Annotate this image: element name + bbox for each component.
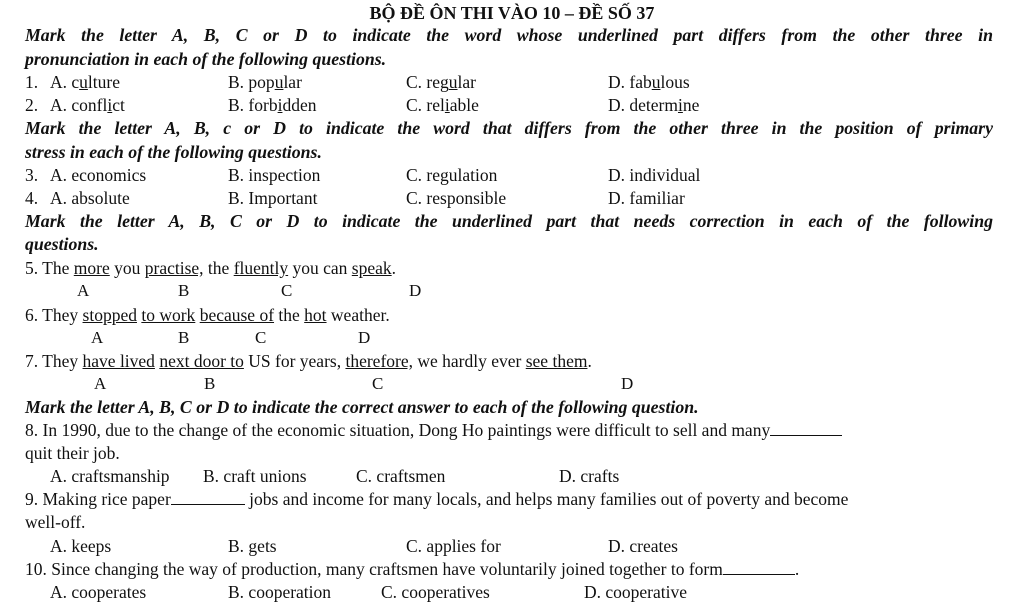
- option-b[interactable]: B. Important: [228, 188, 318, 208]
- option-label-d[interactable]: D: [409, 281, 422, 300]
- option-label-b[interactable]: B: [178, 281, 190, 300]
- option-c[interactable]: C. applies for: [406, 536, 501, 556]
- option-b[interactable]: B. forbidden: [228, 95, 317, 115]
- instruction-correction: Mark the letter A, B, C or D to indicate the underlined part that needs correction in each of the following: [25, 211, 993, 231]
- option-label-d[interactable]: D: [621, 374, 634, 393]
- option-d[interactable]: D. individual: [608, 165, 701, 185]
- option-label-d[interactable]: D: [358, 328, 371, 347]
- question-number: 1.: [25, 72, 39, 92]
- option-label-c[interactable]: C: [281, 281, 293, 300]
- option-c[interactable]: C. regulation: [406, 165, 498, 185]
- option-b[interactable]: B. gets: [228, 536, 277, 556]
- option-label-c[interactable]: C: [255, 328, 267, 347]
- question-number: 3.: [25, 165, 39, 185]
- question-text: 6. They stopped to work because of the hot weather.: [25, 305, 390, 325]
- option-d[interactable]: D. determine: [608, 95, 700, 115]
- question-text: 9. Making rice paper jobs and income for many locals, and helps many families out of poverty and become: [25, 489, 849, 509]
- option-label-b[interactable]: B: [178, 328, 190, 347]
- option-label-a[interactable]: A: [91, 328, 104, 347]
- option-label-c[interactable]: C: [372, 374, 384, 393]
- option-a[interactable]: A. culture: [50, 72, 120, 92]
- option-b[interactable]: B. cooperation: [228, 582, 332, 602]
- option-a[interactable]: A. craftsmanship: [50, 466, 170, 486]
- question-text: 7. They have lived next door to US for years, therefore, we hardly ever see them.: [25, 351, 592, 371]
- page-title: BỘ ĐỀ ÔN THI VÀO 10 – ĐỀ SỐ 37: [369, 3, 655, 23]
- option-d[interactable]: D. cooperative: [584, 582, 688, 602]
- answer-blank[interactable]: [171, 489, 245, 505]
- option-label-a[interactable]: A: [94, 374, 107, 393]
- option-c[interactable]: C. regular: [406, 72, 476, 92]
- option-b[interactable]: B. popular: [228, 72, 302, 92]
- option-d[interactable]: D. creates: [608, 536, 678, 556]
- option-d[interactable]: D. familiar: [608, 188, 685, 208]
- option-d[interactable]: D. crafts: [559, 466, 620, 486]
- option-label-b[interactable]: B: [204, 374, 216, 393]
- question-text: 8. In 1990, due to the change of the economic situation, Dong Ho paintings were difficult to sell and many: [25, 420, 993, 441]
- option-a[interactable]: A. keeps: [50, 536, 112, 556]
- option-b[interactable]: B. craft unions: [203, 466, 307, 486]
- question-number: 2.: [25, 95, 39, 115]
- instruction-correct-answer: Mark the letter A, B, C or D to indicate the correct answer to each of the following question.: [25, 397, 699, 417]
- question-text: 5. The more you practise, the fluently you can speak.: [25, 258, 397, 278]
- option-a[interactable]: A. economics: [50, 165, 147, 185]
- option-a[interactable]: A. cooperates: [50, 582, 147, 602]
- question-number: 4.: [25, 188, 39, 208]
- question-text-cont: well-off.: [25, 512, 86, 532]
- option-label-a[interactable]: A: [77, 281, 90, 300]
- instruction-stress: Mark the letter A, B, c or D to indicate the word that differs from the other three in the position of primary: [25, 118, 993, 138]
- option-c[interactable]: C. craftsmen: [356, 466, 446, 486]
- option-a[interactable]: A. absolute: [50, 188, 130, 208]
- instruction-pronunciation-cont: pronunciation in each of the following questions.: [25, 49, 387, 69]
- instruction-pronunciation: Mark the letter A, B, C or D to indicate the word whose underlined part differs from the other three in: [25, 25, 993, 45]
- option-a[interactable]: A. conflict: [50, 95, 125, 115]
- option-b[interactable]: B. inspection: [228, 165, 321, 185]
- option-d[interactable]: D. fabulous: [608, 72, 690, 92]
- answer-blank[interactable]: [723, 559, 795, 575]
- instruction-correction-cont: questions.: [25, 234, 99, 254]
- instruction-stress-cont: stress in each of the following questions.: [25, 142, 322, 162]
- answer-blank[interactable]: [770, 420, 842, 436]
- option-c[interactable]: C. reliable: [406, 95, 479, 115]
- question-text: 10. Since changing the way of production, many craftsmen have voluntarily joined together to form .: [25, 559, 800, 579]
- question-text-cont: quit their job.: [25, 443, 120, 463]
- option-c[interactable]: C. responsible: [406, 188, 507, 208]
- option-c[interactable]: C. cooperatives: [381, 582, 490, 602]
